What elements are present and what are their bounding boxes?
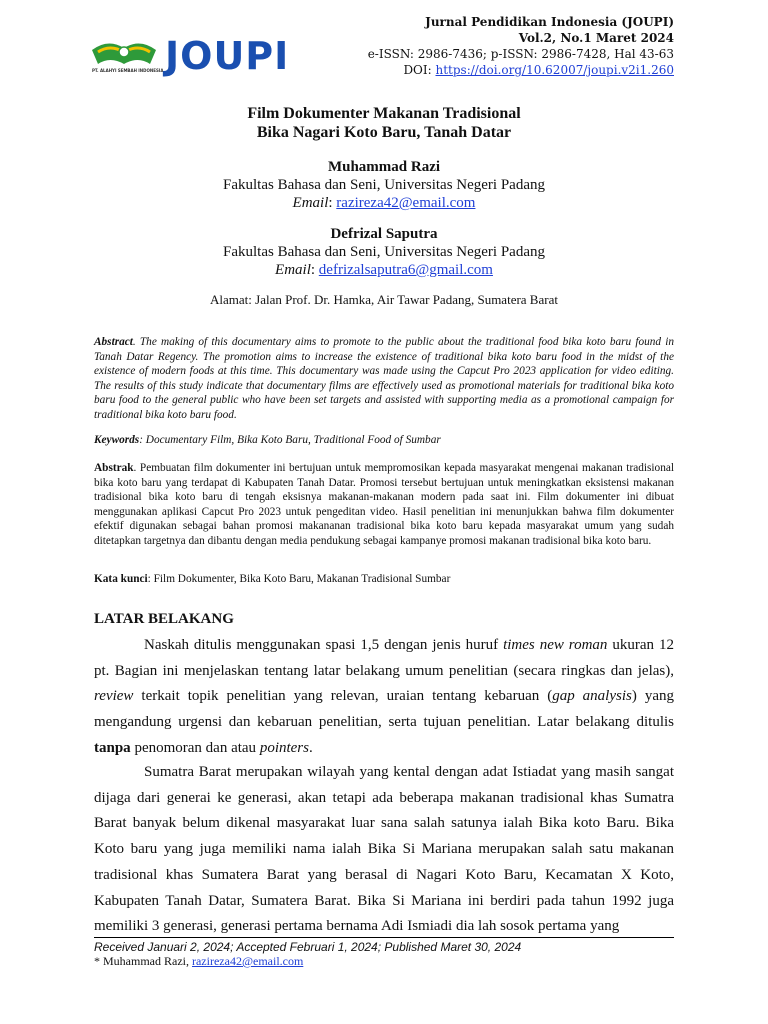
text-run: ukuran 12 pt. Bagian ini menjelaskan tentang latar belakang umum penelitian (secara ringkas dan jelas), <box>94 637 674 679</box>
author-block-2 <box>0 226 768 279</box>
text-run-italic: pointers <box>259 739 309 756</box>
author-affiliation: Fakultas Bahasa dan Seni, Universitas Negeri Padang <box>222 177 545 193</box>
author-affiliation: Fakultas Bahasa dan Seni, Universitas Negeri Padang <box>222 244 545 260</box>
email-label: Email <box>275 262 311 278</box>
corresponding-author <box>94 954 303 969</box>
title-line-1: Film Dokumenter Makanan Tradisional <box>247 105 521 122</box>
author-email-link[interactable]: defrizalsaputra6@gmail.com <box>318 262 493 278</box>
abstract-body: . The making of this documentary aims to promote to the public about the traditional food bika koto baru found in Tanah Datar Regency. The promotion aims to increase the existence of traditional bika koto baru food in the midst of the existence of modern foods at this time. This documentary was made using the Capcut Pro 2023 application for video editing. The results of this study indicate that documentary films are effectively used as promotional materials for traditional bika koto baru food to the general public who have been set targets and assisted with supporting media as a promotional campaign for traditional bika koto baru food. <box>94 336 674 421</box>
keywords-body: : Documentary Film, Bika Koto Baru, Traditional Food of Sumbar <box>139 434 441 446</box>
author-address: Alamat: Jalan Prof. Dr. Hamka, Air Tawar Padang, Sumatera Barat <box>210 292 558 307</box>
email-label: Email <box>292 195 329 211</box>
doi-label: DOI: <box>403 63 436 77</box>
text-run-italic: times new roman <box>503 637 608 653</box>
section-heading: LATAR BELAKANG <box>94 611 234 627</box>
logo-wordmark: JOUPI <box>165 34 290 78</box>
keywords-label: Keywords <box>94 434 140 446</box>
journal-issn: e-ISSN: 2986-7436; p-ISSN: 2986-7428, Hal 43-63 <box>367 47 674 61</box>
journal-doi <box>368 62 674 78</box>
kata-kunci-label: Kata kunci <box>94 573 148 585</box>
journal-logo <box>90 36 302 76</box>
kata-kunci-body: : Film Dokumenter, Bika Koto Baru, Makanan Tradisional Sumbar <box>147 573 451 585</box>
keywords-english <box>94 433 674 448</box>
corr-prefix: * Muhammad Razi, <box>94 954 192 968</box>
abstrak-label: Abstrak <box>94 462 134 474</box>
author-email-link[interactable]: razireza42@email.com <box>336 195 476 211</box>
received-dates: Received Januari 2, 2024; Accepted Februari 1, 2024; Published Maret 30, 2024 <box>94 940 522 954</box>
paragraph-2: Sumatra Barat merupakan wilayah yang kental dengan adat Istiadat yang masih sangat dijaga dari generai ke generasi, akan tetapi ada beberapa makanan tradisional khas Sumatra Barat banyak belum dikenal masyarakat luar sana salah satunya ialah Bika koto Baru. Bika Koto baru yang juga memiliki nama ialah Bika Si Mariana merupakan salah satu makanan tradisional khas Sumatera Barat yang berasal di Nagari Koto Baru, Kecamatan X Koto, Kabupaten Tanah Datar, Sumatera Barat. Bika Si Mariana ini berdiri pada tahun 1992 juga memiliki 3 generasi, generasi pertama bernama Adi Ismiadi dia lah sosok pertama yang <box>94 764 674 935</box>
abstract-english <box>94 335 674 422</box>
author-name: Defrizal Saputra <box>330 226 438 242</box>
abstract-indonesian <box>94 461 674 548</box>
text-run: terkait topik penelitian yang relevan, uraian tentang kebaruan ( <box>133 688 553 705</box>
author-name: Muhammad Razi <box>327 159 441 175</box>
text-run-italic: gap analysis <box>552 688 632 705</box>
paragraph-1 <box>94 633 674 762</box>
text-run: ) yang mengandung urgensi dan kebaruan penelitian, serta tujuan penelitian. Latar belakang ditulis <box>94 688 674 731</box>
title-line-2: Bika Nagari Koto Baru, Tanah Datar <box>256 124 512 141</box>
author-email-line: Email: razireza42@email.com <box>292 195 476 211</box>
text-run: Naskah ditulis menggunakan spasi 1,5 dengan jenis huruf <box>144 637 504 653</box>
paper-title <box>0 104 768 142</box>
abstract-label: Abstract <box>94 336 133 348</box>
logo-publisher: PT. ALAHYI SEMBAH INDONESIA <box>92 68 164 73</box>
author-block-1 <box>0 159 768 212</box>
footer-divider <box>94 937 674 938</box>
corr-email-link[interactable]: razireza42@email.com <box>191 954 304 968</box>
text-run-italic: review <box>94 688 134 705</box>
journal-name: Jurnal Pendidikan Indonesia (JOUPI) <box>425 15 674 29</box>
abstrak-body: . Pembuatan film dokumenter ini bertujuan untuk mempromosikan kepada masyarakat mengenai makanan tradisional bika koto baru yang terdapat di Kabupaten Tanah Datar. Promosi tersebut bertujuan untuk meningkatkan eksistensi makanan tradisional bika koto baru di tengah eksisnya makanan-makanan modern pada saat ini. Film dokumenter ini dibuat menggunakan aplikasi Capcut Pro 2023 untuk pengeditan video. Hasil penelitian ini menunjukkan bahwa film dokumenter efektif digunakan sebagai bahan promosi makananan tradisional bika koto baru kepada masyarakat umum yang sudah ditetapkan targetnya dan dibantu dengan media pendukung sebagai kampanye promosi makanan tradisional bika koto baru. <box>94 462 674 547</box>
text-run-bold: tanpa <box>94 739 131 756</box>
keywords-indonesian <box>94 572 674 587</box>
text-run: . <box>308 739 313 756</box>
text-run: penomoran dan atau <box>130 739 260 756</box>
journal-header <box>368 14 674 78</box>
doi-link[interactable]: https://doi.org/10.62007/joupi.v2i1.260 <box>435 63 674 77</box>
journal-volume: Vol.2, No.1 Maret 2024 <box>518 31 674 45</box>
author-email-line: Email: defrizalsaputra6@gmail.com <box>275 262 493 278</box>
